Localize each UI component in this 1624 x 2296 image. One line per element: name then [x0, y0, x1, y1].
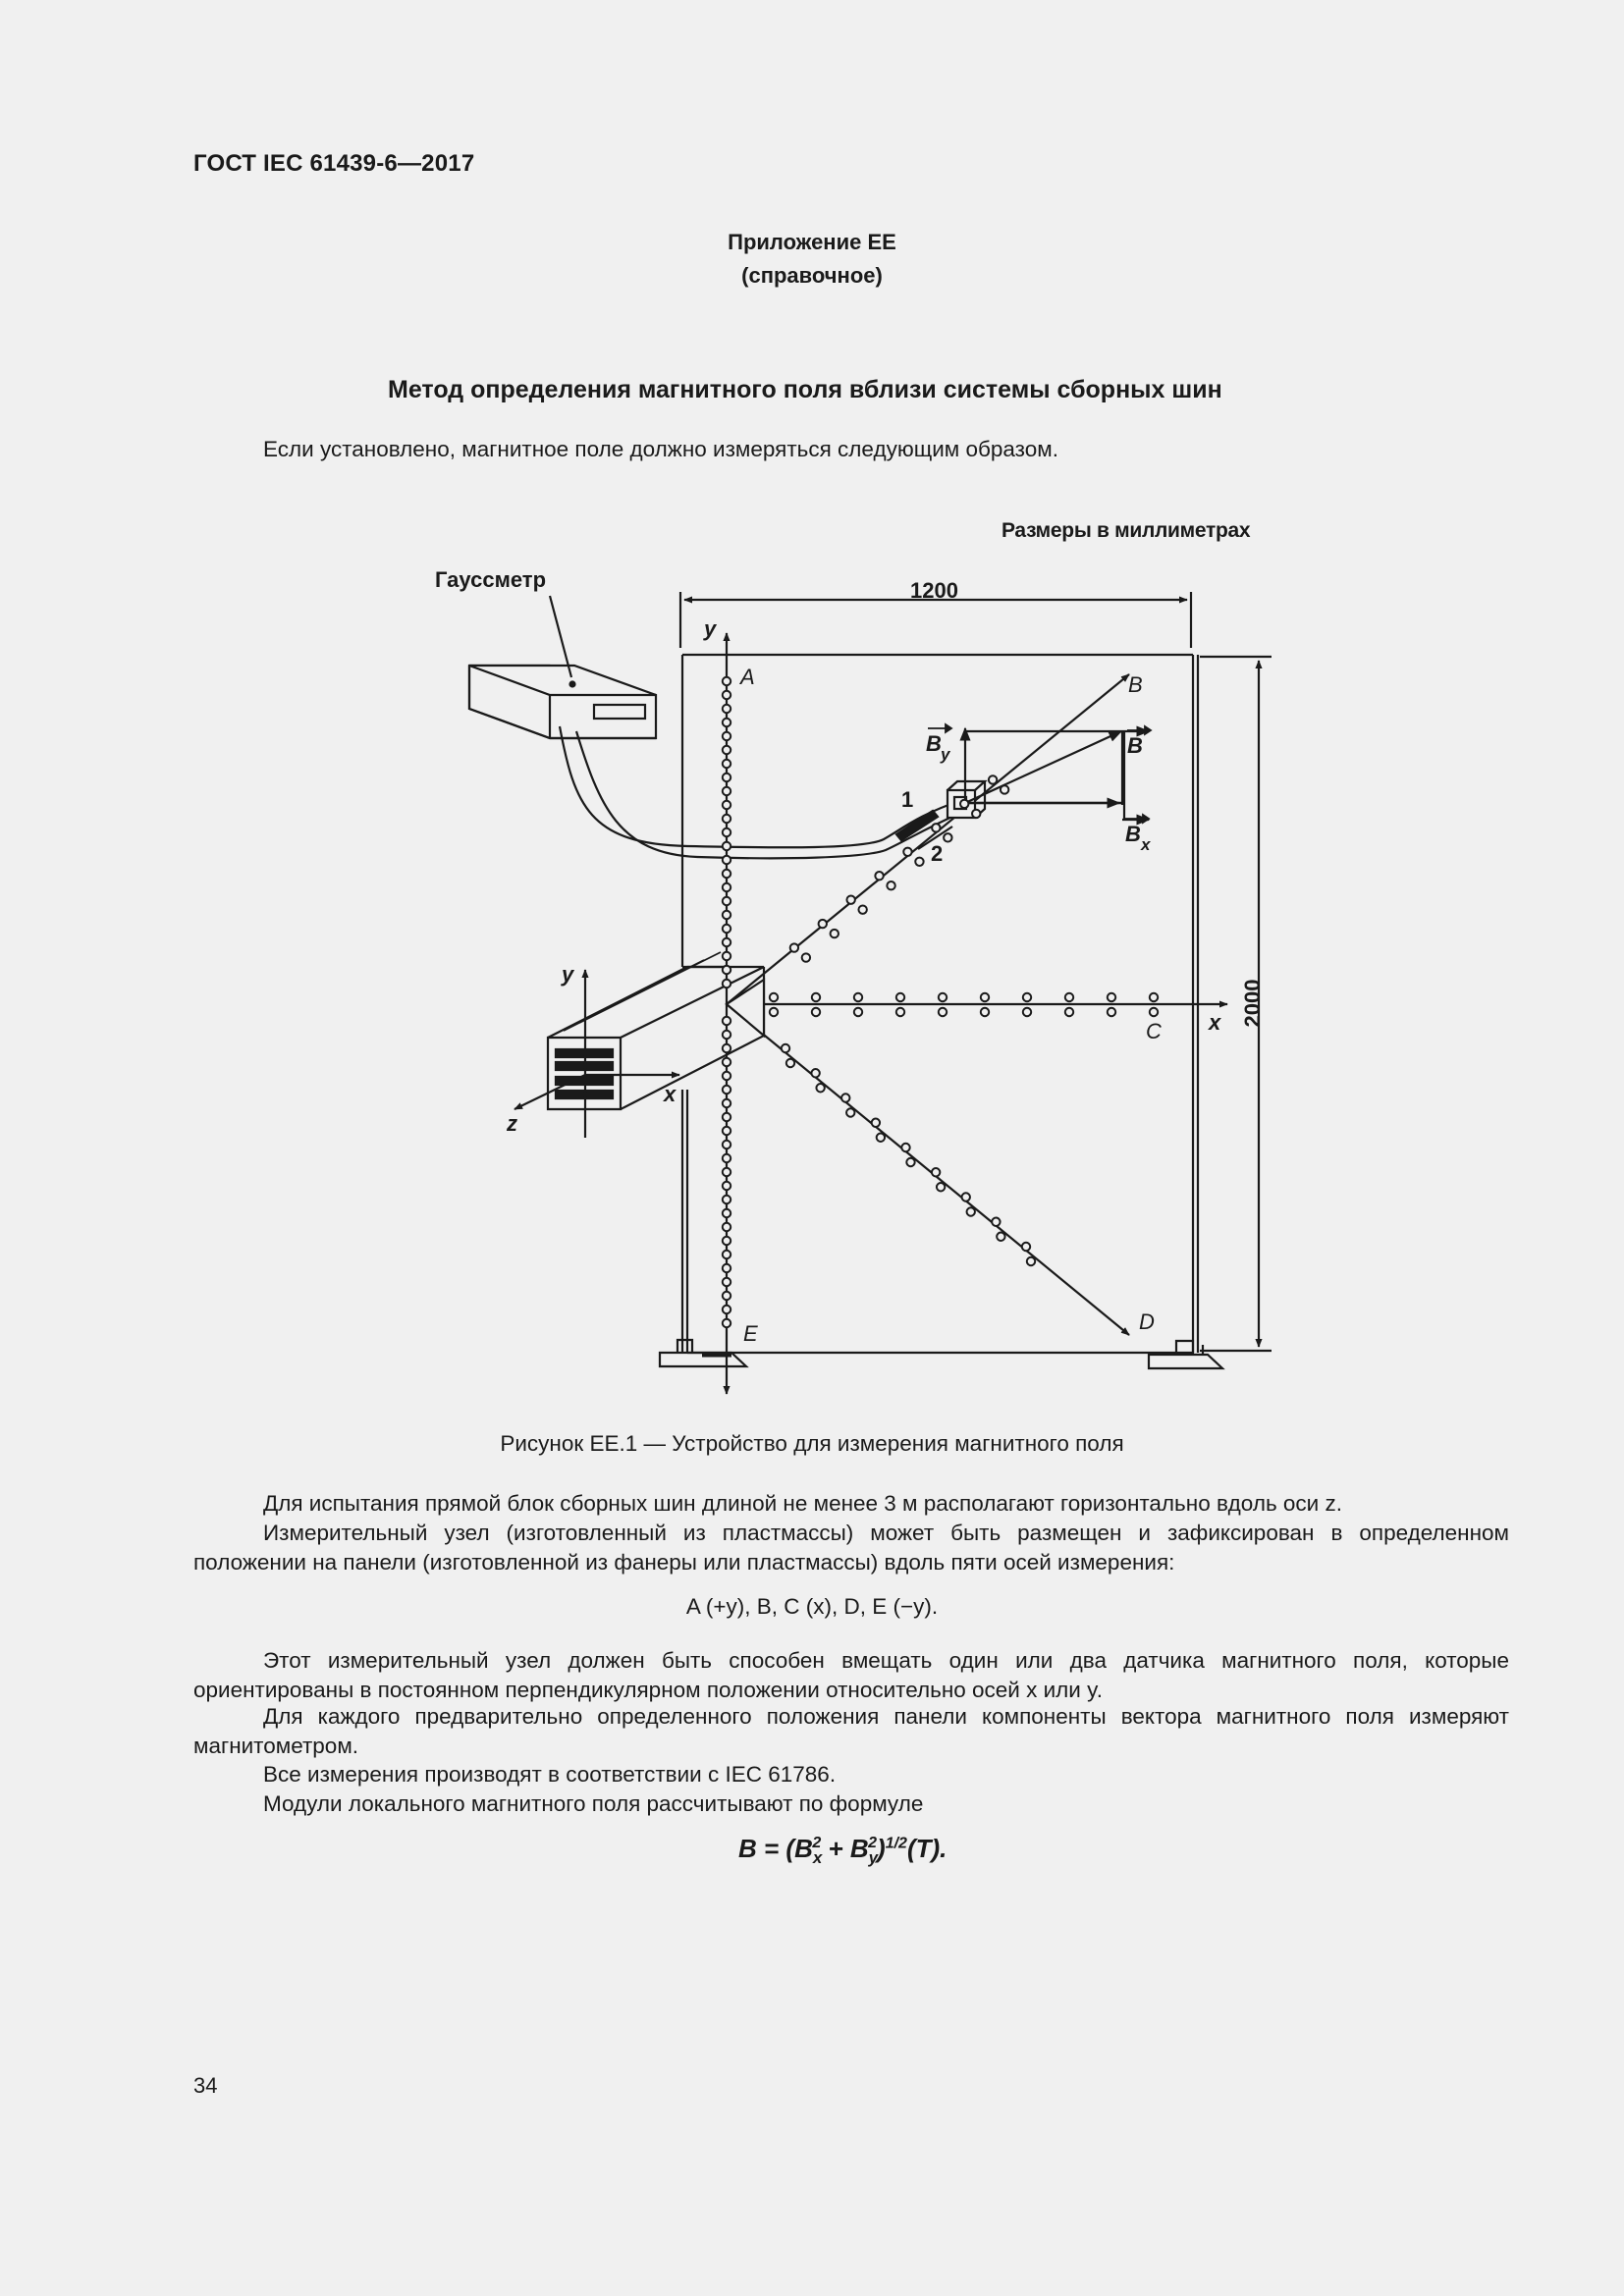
- measurement-point: [723, 1237, 731, 1245]
- paragraph-3: Этот измерительный узел должен быть способен вмещать один или два датчика магнитного поля, которые ориентированы в постоянном перпендикулярном положении относительно осей x или y.: [193, 1648, 1509, 1702]
- measurement-point: [723, 870, 731, 878]
- measurement-point: [723, 1154, 731, 1162]
- measurement-point: [723, 760, 731, 768]
- measurement-point: [723, 1264, 731, 1272]
- measurement-point: [723, 1086, 731, 1094]
- paragraph-5: Все измерения производят в соответствии с IEC 61786.: [263, 1762, 837, 1787]
- measurement-point: [846, 895, 854, 903]
- measurement-point: [723, 1141, 731, 1148]
- vector-bx-label: [1125, 822, 1152, 854]
- measurement-point: [972, 810, 980, 818]
- annex-title: Приложение ЕЕ: [728, 230, 896, 254]
- measurement-point: [831, 930, 839, 937]
- measurement-point: [723, 1319, 731, 1327]
- measurement-point: [1022, 1243, 1030, 1251]
- measurement-point: [939, 993, 947, 1001]
- marker-1-label: 1: [901, 787, 914, 812]
- measurement-point: [1065, 993, 1073, 1001]
- annex-subtitle: (справочное): [741, 263, 883, 288]
- axis-x-label: x: [1209, 1010, 1221, 1035]
- measurement-point: [790, 943, 798, 951]
- width-dimension-label: 1200: [910, 578, 958, 603]
- measurement-point: [723, 691, 731, 699]
- busbar-axis-z-label: z: [507, 1111, 517, 1136]
- marker-2-label: 2: [931, 841, 944, 866]
- measurement-point: [1108, 993, 1115, 1001]
- gaussmeter-device: [469, 596, 656, 738]
- axis-d: [727, 1004, 1129, 1335]
- measurement-point: [723, 1223, 731, 1231]
- panel-foot-left: [660, 1340, 746, 1366]
- measurement-point: [723, 883, 731, 891]
- gaussmeter-label: Гауссметр: [435, 567, 547, 592]
- measurement-point: [811, 1069, 819, 1077]
- svg-text:B: B: [926, 731, 942, 756]
- measurement-point: [723, 705, 731, 713]
- measurement-point: [723, 1306, 731, 1313]
- measurement-point: [770, 1008, 778, 1016]
- measurement-point: [723, 1196, 731, 1203]
- svg-text:y: y: [941, 745, 950, 764]
- measurement-point: [915, 858, 923, 866]
- measurement-point: [962, 1193, 970, 1201]
- measurement-point: [723, 815, 731, 823]
- measurement-point: [906, 1158, 914, 1166]
- measurement-point: [723, 952, 731, 960]
- measurement-point: [967, 1207, 975, 1215]
- point-e-label: E: [743, 1321, 758, 1346]
- measurement-point: [819, 920, 827, 928]
- measurement-point: [877, 1134, 885, 1142]
- measurement-point: [887, 881, 894, 889]
- paragraph-4: Для каждого предварительно определенного положения панели компоненты вектора магнитного поля измеряют магнитометром.: [193, 1704, 1509, 1758]
- measurement-point: [723, 746, 731, 754]
- axis-y-label: y: [704, 616, 717, 641]
- measurement-points: [723, 677, 1158, 1327]
- measurement-point: [989, 775, 997, 783]
- dimensions-note: Размеры в миллиметрах: [1001, 519, 1251, 542]
- measurement-point: [782, 1044, 789, 1052]
- measurement-point: [723, 1209, 731, 1217]
- measurement-point: [997, 1233, 1004, 1241]
- measurement-point: [1023, 1008, 1031, 1016]
- measurement-point: [723, 719, 731, 726]
- vector-diagram: [965, 728, 1149, 820]
- measurement-point: [901, 1144, 909, 1151]
- measurement-point: [872, 1119, 880, 1127]
- measurement-point: [854, 993, 862, 1001]
- document-header: ГОСТ IEC 61439-6—2017: [193, 150, 475, 177]
- measurement-point: [723, 1044, 731, 1052]
- measurement-point: [1027, 1257, 1035, 1265]
- paragraph-1: Для испытания прямой блок сборных шин длиной не менее 3 м располагают горизонтально вдоль оси z.: [263, 1491, 1343, 1516]
- measurement-point: [723, 842, 731, 850]
- measurement-point: [723, 1072, 731, 1080]
- measurement-point: [723, 1113, 731, 1121]
- height-dimension-label: 2000: [1240, 979, 1265, 1028]
- measurement-point: [981, 993, 989, 1001]
- measurement-point: [981, 1008, 989, 1016]
- measurement-point: [1150, 993, 1158, 1001]
- measurement-point: [1108, 1008, 1115, 1016]
- measurement-point: [723, 677, 731, 685]
- point-b-label: B: [1128, 672, 1143, 697]
- measurement-point: [944, 833, 951, 841]
- measurement-point: [816, 1084, 824, 1092]
- measurement-point: [939, 1008, 947, 1016]
- measurement-point: [932, 824, 940, 831]
- measurement-point: [1023, 993, 1031, 1001]
- measurement-point: [932, 1168, 940, 1176]
- measurement-point: [841, 1094, 849, 1101]
- busbar-axis-y-label: y: [562, 962, 574, 987]
- svg-text:B: B: [1125, 822, 1141, 846]
- point-c-label: C: [1146, 1019, 1162, 1043]
- measurement-point: [723, 856, 731, 864]
- measurement-point: [903, 848, 911, 856]
- measurement-point: [802, 953, 810, 961]
- measurement-point: [812, 1008, 820, 1016]
- svg-text:x: x: [1141, 835, 1151, 854]
- measurement-point: [723, 1031, 731, 1039]
- measurement-point: [875, 872, 883, 880]
- measurement-point: [723, 897, 731, 905]
- panel-foot-right: [1149, 1341, 1222, 1368]
- intro-paragraph: Если установлено, магнитное поле должно измеряться следующим образом.: [263, 437, 1058, 461]
- measurement-point: [858, 905, 866, 913]
- measurement-point: [786, 1059, 794, 1067]
- measurement-point: [723, 1058, 731, 1066]
- measurement-point: [723, 732, 731, 740]
- measurement-point: [723, 1251, 731, 1258]
- measurement-point: [723, 925, 731, 933]
- vector-by-label: [926, 731, 951, 764]
- measurement-point: [723, 980, 731, 988]
- measurement-point: [723, 1099, 731, 1107]
- measurement-point: [723, 1278, 731, 1286]
- measurement-point: [854, 1008, 862, 1016]
- measurement-point: [723, 1127, 731, 1135]
- measurement-point: [896, 993, 904, 1001]
- point-d-label: D: [1139, 1309, 1155, 1334]
- measurement-point: [812, 993, 820, 1001]
- point-a-label: A: [740, 665, 755, 689]
- axis-b: [727, 674, 1129, 1004]
- measurement-point: [1065, 1008, 1073, 1016]
- measurement-point: [723, 1182, 731, 1190]
- measurement-point: [846, 1108, 854, 1116]
- measurement-point: [896, 1008, 904, 1016]
- svg-text:B: B: [1127, 733, 1143, 758]
- measurement-point: [937, 1183, 945, 1191]
- measurement-point: [1001, 785, 1008, 793]
- paragraph-2: Измерительный узел (изготовленный из пластмассы) может быть размещен и зафиксирован в определенном положении на панели (изготовленной из фанеры или пластмассы) вдоль пяти осей измерения:: [193, 1521, 1509, 1575]
- measurement-point: [723, 938, 731, 946]
- page-number: 34: [193, 2073, 218, 2098]
- measurement-point: [723, 911, 731, 919]
- section-title: Метод определения магнитного поля вблизи системы сборных шин: [388, 376, 1222, 403]
- vector-b-label: [1127, 733, 1143, 758]
- measurement-point: [1150, 1008, 1158, 1016]
- formula: $B = (B_x^2 + B_y^2)^{1/2}(T)$.: [738, 1834, 947, 1868]
- measurement-point: [723, 828, 731, 836]
- measurement-point: [723, 1168, 731, 1176]
- measurement-point: [770, 993, 778, 1001]
- measurement-point: [723, 774, 731, 781]
- busbar-axis-x-label: x: [664, 1082, 677, 1106]
- measurement-point: [723, 801, 731, 809]
- axes-list: A (+y), B, C (x), D, E (−y).: [685, 1594, 939, 1619]
- paragraph-6: Модули локального магнитного поля рассчитывают по формуле: [263, 1791, 924, 1816]
- measurement-point: [723, 787, 731, 795]
- measurement-point: [960, 800, 968, 808]
- measurement-point: [723, 1292, 731, 1300]
- measurement-point: [992, 1218, 1000, 1226]
- measurement-point: [723, 1017, 731, 1025]
- measurement-point: [723, 966, 731, 974]
- figure-caption: Рисунок ЕЕ.1 — Устройство для измерения магнитного поля: [500, 1431, 1124, 1456]
